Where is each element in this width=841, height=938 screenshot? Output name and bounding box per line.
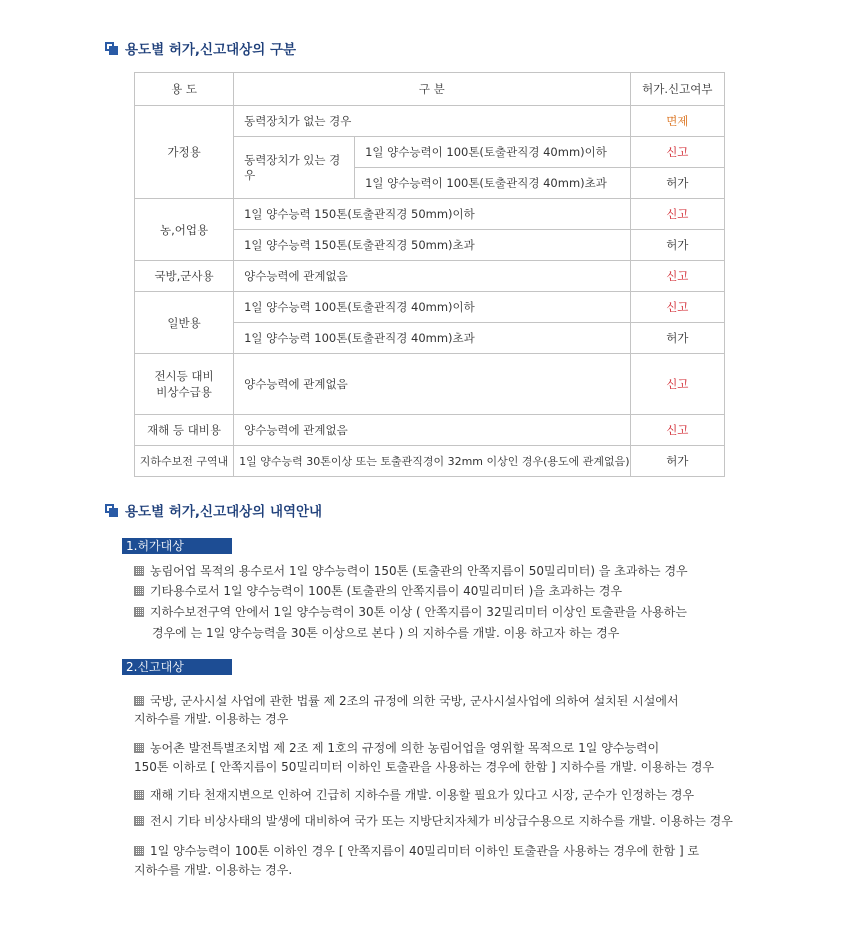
table-header-row <box>135 73 725 106</box>
checker-bullet-icon <box>134 816 144 826</box>
use-military: 국방,군사용 <box>135 261 234 292</box>
use-agri: 농,어업용 <box>135 199 234 261</box>
report-label: 2.신고대상 <box>122 659 232 675</box>
use-wartime-line2: 비상수급용 <box>156 385 212 399</box>
use-disaster: 재해 등 대비용 <box>135 415 234 446</box>
list-item <box>134 812 733 831</box>
table-row <box>135 415 725 446</box>
list-item <box>134 603 687 622</box>
cell-result: 허가 <box>630 168 724 199</box>
checker-bullet-icon <box>134 607 144 617</box>
cell-desc: 1일 양수능력 100톤(토출관직경 40mm)이하 <box>234 292 631 323</box>
square-bullet-icon <box>105 504 118 517</box>
cell-result: 신고 <box>630 415 724 446</box>
section-title-classification <box>105 38 296 58</box>
table-row <box>135 199 725 230</box>
cell-result: 신고 <box>630 354 724 415</box>
table-row <box>135 292 725 323</box>
cell-desc: 동력장치가 없는 경우 <box>234 106 631 137</box>
use-conservation-zone: 지하수보전 구역내 <box>135 446 234 477</box>
classification-table <box>134 72 725 477</box>
list-item-text: 재해 기타 천재지변으로 인하여 긴급히 지하수를 개발. 이용할 필요가 있다고 시장, 군수가 인정하는 경우 <box>150 788 695 802</box>
cell-desc: 1일 양수능력 150톤(토출관직경 50mm)이하 <box>234 199 631 230</box>
list-item <box>134 582 622 601</box>
cell-desc: 양수능력에 관계없음 <box>234 261 631 292</box>
checker-bullet-icon <box>134 586 144 596</box>
table-row <box>135 446 725 477</box>
list-item-continuation: 경우에 는 1일 양수능력을 30톤 이상으로 본다 ) 의 지하수를 개발. 이용 하고자 하는 경우 <box>152 626 620 640</box>
list-item-text: 전시 기타 비상사태의 발생에 대비하여 국가 또는 지방단치자체가 비상급수용으로 지하수를 개발. 이용하는 경우 <box>150 814 733 828</box>
list-item-text: 농어촌 발전특별조치법 제 2조 제 1호의 규정에 의한 농림어업을 영위할 목적으로 1일 양수능력이 <box>150 741 660 755</box>
list-item-continuation: 지하수를 개발. 이용하는 경우. <box>134 863 293 877</box>
list-item <box>134 842 699 861</box>
cell-desc: 양수능력에 관계없음 <box>234 354 631 415</box>
list-item-continuation: 지하수를 개발. 이용하는 경우 <box>134 712 289 726</box>
cell-result: 신고 <box>630 199 724 230</box>
checker-bullet-icon <box>134 846 144 856</box>
header-use: 용 도 <box>135 73 234 106</box>
list-item-text: 지하수보전구역 안에서 1일 양수능력이 30톤 이상 ( 안쪽지름이 32밀리미터 이상인 토출관을 사용하는 <box>150 605 687 619</box>
list-item <box>134 692 679 711</box>
table-row <box>135 106 725 137</box>
list-item <box>134 739 659 758</box>
checker-bullet-icon <box>134 790 144 800</box>
cell-result: 신고 <box>630 137 724 168</box>
list-item <box>134 562 688 581</box>
checker-bullet-icon <box>134 743 144 753</box>
use-general: 일반용 <box>135 292 234 354</box>
cell-result: 신고 <box>630 292 724 323</box>
table-row <box>135 354 725 415</box>
cell-result: 면제 <box>630 106 724 137</box>
cell-desc: 1일 양수능력이 100톤(토출관직경 40mm)이하 <box>355 137 631 168</box>
list-item-text: 1일 양수능력이 100톤 이하인 경우 [ 안쪽지름이 40밀리미터 이하인 토출관을 사용하는 경우에 한함 ] 로 <box>150 844 700 858</box>
section-title-text: 용도별 허가,신고대상의 내역안내 <box>125 504 323 520</box>
square-bullet-icon <box>105 42 118 55</box>
section-title-details <box>105 500 322 520</box>
list-item-text: 국방, 군사시설 사업에 관한 법률 제 2조의 규정에 의한 국방, 군사시설사업에 의하여 설치된 시설에서 <box>150 694 679 708</box>
permit-label: 1.허가대상 <box>122 538 232 554</box>
use-wartime <box>135 354 234 415</box>
header-category: 구 분 <box>234 73 631 106</box>
cell-desc: 1일 양수능력이 100톤(토출관직경 40mm)초과 <box>355 168 631 199</box>
list-item-continuation: 150톤 이하로 [ 안쪽지름이 50밀리미터 이하인 토출관을 사용하는 경우에 한함 ] 지하수를 개발. 이용하는 경우 <box>134 760 715 774</box>
header-result: 허가.신고여부 <box>630 73 724 106</box>
cell-desc: 1일 양수능력 150톤(토출관직경 50mm)초과 <box>234 230 631 261</box>
cell-desc: 1일 양수능력 100톤(토출관직경 40mm)초과 <box>234 323 631 354</box>
cell-subcategory: 동력장치가 있는 경우 <box>234 137 355 199</box>
checker-bullet-icon <box>134 696 144 706</box>
list-item-text: 기타용수로서 1일 양수능력이 100톤 (토출관의 안쪽지름이 40밀리미터 )을 초과하는 경우 <box>150 584 623 598</box>
cell-desc: 양수능력에 관계없음 <box>234 415 631 446</box>
list-item <box>134 786 694 805</box>
cell-result: 허가 <box>630 446 724 477</box>
list-item-text: 농림어업 목적의 용수로서 1일 양수능력이 150톤 (토출관의 안쪽지름이 50밀리미터) 을 초과하는 경우 <box>150 564 688 578</box>
checker-bullet-icon <box>134 566 144 576</box>
section-title-text: 용도별 허가,신고대상의 구분 <box>125 42 297 58</box>
cell-result: 허가 <box>630 230 724 261</box>
cell-desc: 1일 양수능력 30톤이상 또는 토출관직경이 32mm 이상인 경우(용도에 관계없음) <box>234 446 631 477</box>
table-row <box>135 261 725 292</box>
cell-result: 허가 <box>630 323 724 354</box>
use-wartime-line1: 전시등 대비 <box>154 369 214 383</box>
use-home: 가정용 <box>135 106 234 199</box>
cell-result: 신고 <box>630 261 724 292</box>
